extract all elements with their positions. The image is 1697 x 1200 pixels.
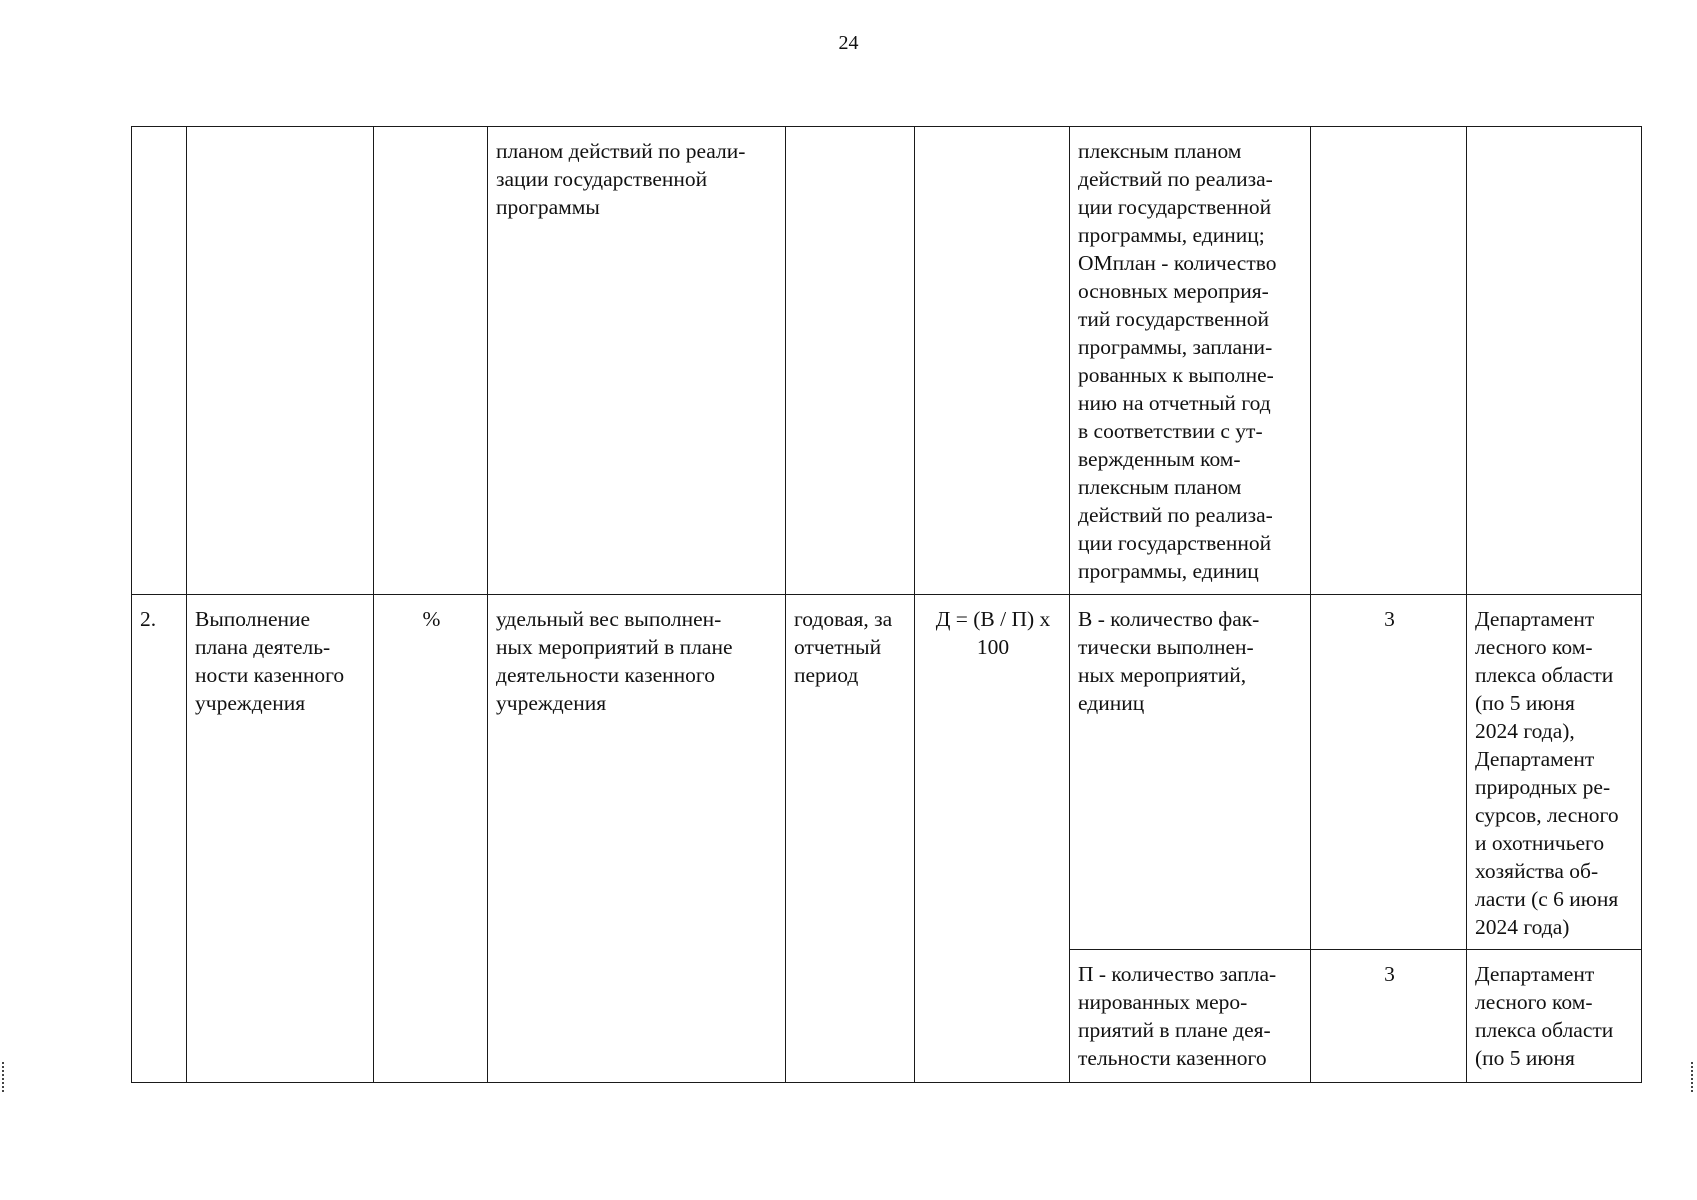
scan-artifact-right — [1691, 1062, 1696, 1092]
cell-variable: П - количество запла- нированных меро- приятий в плане дея- тельности казенного — [1070, 950, 1311, 1083]
cell-value: 3 — [1311, 950, 1467, 1083]
cell-responsible: Департамент лесного ком- плекса области (по 5 июня 2024 года), Департамент природных ре- сурсов, лесного и охотничьего хозяйства об- ласти (с 6 июня 2024 года) — [1467, 595, 1642, 950]
cell-variable: плексным планом действий по реализа- ции государственной программы, единиц; ОМплан - количество основных мероприя- тий государственной программы, заплани- рованных к выполне- нию на отчетный год в соответствии с ут- вержденным ком- плексным планом действий по реализа- ции государственной программы, единиц — [1070, 127, 1311, 595]
cell-unit: % — [374, 595, 488, 1083]
table-row-2 — [132, 595, 1642, 950]
cell-indicator-name: Выполнение плана деятель- ности казенного учреждения — [187, 595, 374, 1083]
scan-artifact-left — [2, 1062, 7, 1092]
cell-periodicity — [786, 127, 915, 595]
indicators-table — [131, 126, 1642, 1083]
cell-indicator-name — [187, 127, 374, 595]
cell-variable: В - количество фак- тически выполнен- ных мероприятий, единиц — [1070, 595, 1311, 950]
cell-value — [1311, 127, 1467, 595]
page-number: 24 — [838, 32, 859, 54]
cell-value: 3 — [1311, 595, 1467, 950]
cell-formula: Д = (В / П) x 100 — [915, 595, 1070, 1083]
cell-periodicity: годовая, за отчетный период — [786, 595, 915, 1083]
cell-number — [132, 127, 187, 595]
cell-formula — [915, 127, 1070, 595]
cell-number: 2. — [132, 595, 187, 1083]
cell-responsible — [1467, 127, 1642, 595]
table-row-continuation — [132, 127, 1642, 595]
cell-definition: удельный вес выполнен- ных мероприятий в плане деятельности казенного учреждения — [488, 595, 786, 1083]
cell-responsible: Департамент лесного ком- плекса области (по 5 июня — [1467, 950, 1642, 1083]
cell-unit — [374, 127, 488, 595]
cell-definition: планом действий по реали- зации государственной программы — [488, 127, 786, 595]
